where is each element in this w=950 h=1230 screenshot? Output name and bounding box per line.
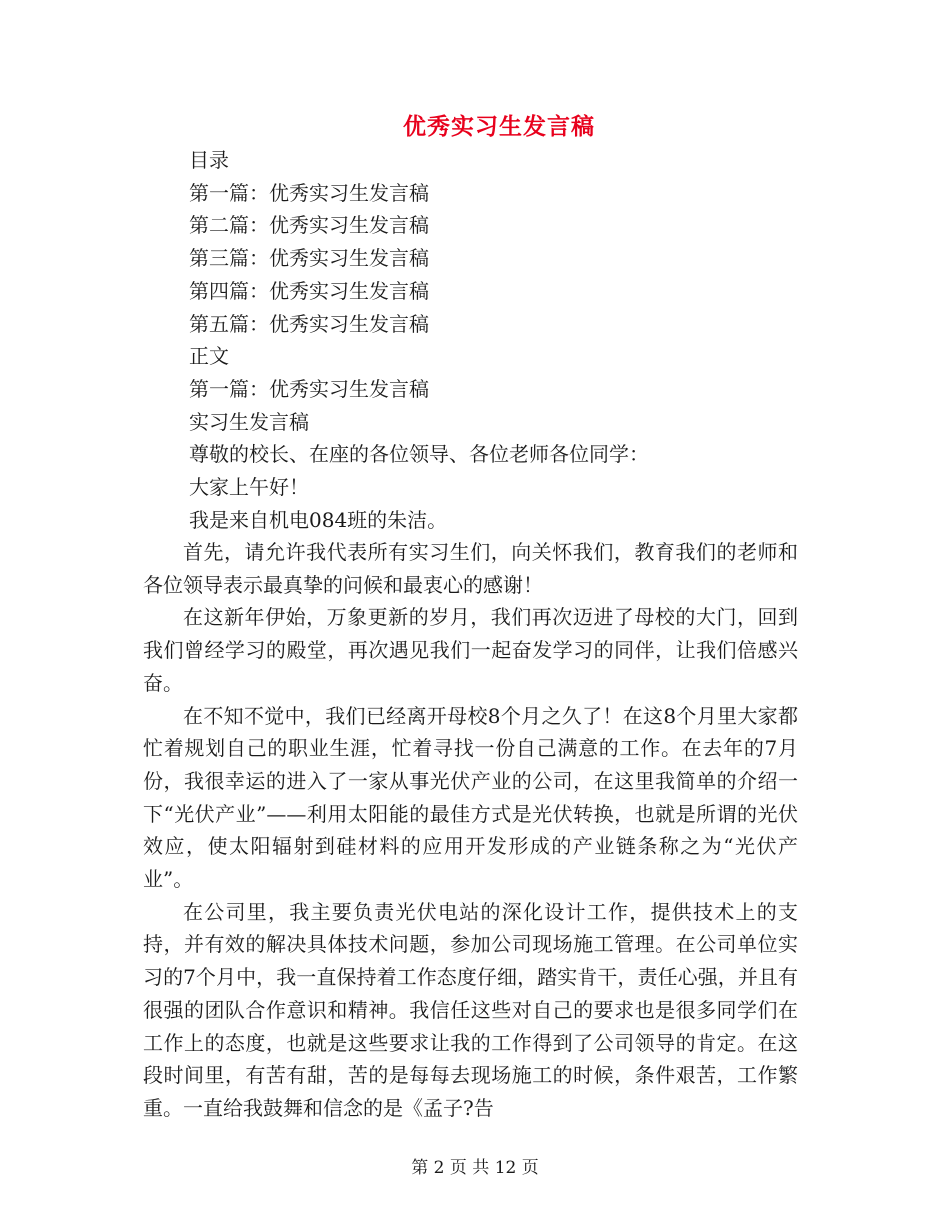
toc-line: 实习生发言稿 (189, 409, 309, 434)
toc-line: 我是来自机电084班的朱洁。 (189, 507, 448, 532)
toc-line: 第四篇：优秀实习生发言稿 (189, 278, 429, 303)
paragraph: 首先，请允许我代表所有实习生们，向关怀我们，教育我们的老师和各位领导表示最真挚的问候和最衷心的感谢！ (143, 540, 798, 597)
toc-line: 正文 (189, 344, 229, 369)
table-of-contents (189, 144, 809, 536)
document-title: 优秀实习生发言稿 (403, 113, 595, 140)
toc-line: 大家上午好！ (189, 475, 309, 500)
toc-line: 第三篇：优秀实习生发言稿 (189, 246, 429, 271)
paragraph: 在这新年伊始，万象更新的岁月，我们再次迈进了母校的大门，回到我们曾经学习的殿堂，再次遇见我们一起奋发学习的同伴，让我们倍感兴奋。 (143, 605, 798, 695)
toc-line: 第一篇：优秀实习生发言稿 (189, 180, 429, 205)
toc-line: 第一篇：优秀实习生发言稿 (189, 376, 429, 401)
toc-line: 第五篇：优秀实习生发言稿 (189, 311, 429, 336)
body-text (143, 536, 798, 1125)
toc-line: 尊敬的校长、在座的各位领导、各位老师各位同学： (189, 442, 649, 467)
paragraph: 在公司里，我主要负责光伏电站的深化设计工作，提供技术上的支持，并有效的解决具体技术问题，参加公司现场施工管理。在公司单位实习的7个月中，我一直保持着工作态度仔细，踏实肯干，责任心强，并且有很强的团队合作意识和精神。我信任这些对自己的要求也是很多同学们在工作上的态度，也就是这些要求让我的工作得到了公司领导的肯定。在这段时间里，有苦有甜，苦的是每每去现场施工的时候，条件艰苦，工作繁重。一直给我鼓舞和信念的是《孟子?告 (143, 899, 798, 1120)
page-footer: 第 2 页 共 12 页 (411, 1158, 539, 1178)
paragraph: 在不知不觉中，我们已经离开母校8个月之久了！在这8个月里大家都忙着规划自己的职业生涯，忙着寻找一份自己满意的工作。在去年的7月份，我很幸运的进入了一家从事光伏产业的公司，在这里我简单的介绍一下“光伏产业”——利用太阳能的最佳方式是光伏转换，也就是所谓的光伏效应，使太阳辐射到硅材料的应用开发形成的产业链条称之为“光伏产业”。 (143, 703, 798, 892)
toc-line: 目录 (189, 148, 229, 172)
toc-line: 第二篇：优秀实习生发言稿 (189, 213, 429, 238)
